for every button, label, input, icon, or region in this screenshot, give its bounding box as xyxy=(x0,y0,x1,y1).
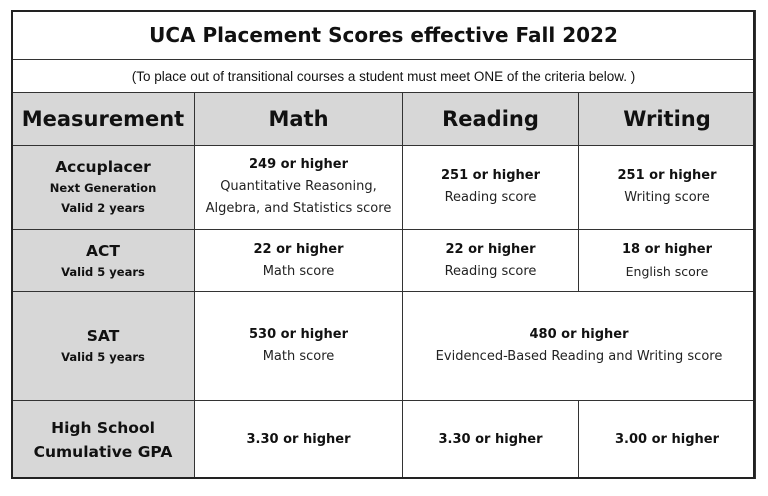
accuplacer-math-desc-line1: Quantitative Reasoning, xyxy=(220,179,377,195)
gpa-math-value: 3.30 or higher xyxy=(246,431,351,447)
header-writing: Writing xyxy=(579,92,756,145)
header-math: Math xyxy=(195,92,403,145)
sat-math-value: 530 or higher xyxy=(248,327,349,343)
header-reading: Reading xyxy=(403,92,579,145)
act-validity: Valid 5 years xyxy=(61,264,145,279)
gpa-writing-value: 3.00 or higher xyxy=(615,431,719,447)
table-outer-border xyxy=(11,10,755,479)
accuplacer-writing-value: 251 or higher xyxy=(617,168,717,184)
accuplacer-validity: Valid 2 years xyxy=(61,201,145,216)
table-subtitle: (To place out of transitional courses a student must meet ONE of the criteria below. ) xyxy=(12,60,756,92)
sat-name: SAT xyxy=(86,327,120,346)
accuplacer-writing-desc: Writing score xyxy=(624,190,710,206)
sat-math-desc: Math score xyxy=(262,349,335,365)
act-math-desc: Math score xyxy=(262,263,335,279)
sat-validity: Valid 5 years xyxy=(61,350,145,365)
table-title: UCA Placement Scores effective Fall 2022 xyxy=(12,11,756,60)
act-writing-desc: English score xyxy=(625,263,709,279)
accuplacer-math-value: 249 or higher xyxy=(248,157,349,173)
act-reading-desc: Reading score xyxy=(444,263,537,279)
accuplacer-math-desc-line2: Algebra, and Statistics score xyxy=(205,201,392,217)
gpa-name-line2: Cumulative GPA xyxy=(33,442,173,461)
act-math-value: 22 or higher xyxy=(253,241,344,257)
sat-erw-desc: Evidenced-Based Reading and Writing score xyxy=(435,349,723,365)
accuplacer-reading-desc: Reading score xyxy=(444,190,537,206)
accuplacer-reading-value: 251 or higher xyxy=(440,168,541,184)
sat-erw-value: 480 or higher xyxy=(529,327,629,343)
act-reading-value: 22 or higher xyxy=(445,241,536,257)
gpa-name-line1: High School xyxy=(51,418,155,437)
header-measurement: Measurement xyxy=(12,92,195,145)
gpa-reading-value: 3.30 or higher xyxy=(438,431,543,447)
act-name: ACT xyxy=(86,241,120,260)
accuplacer-name: Accuplacer xyxy=(55,158,151,177)
accuplacer-generation: Next Generation xyxy=(49,181,157,196)
act-writing-value: 18 or higher xyxy=(622,241,712,257)
